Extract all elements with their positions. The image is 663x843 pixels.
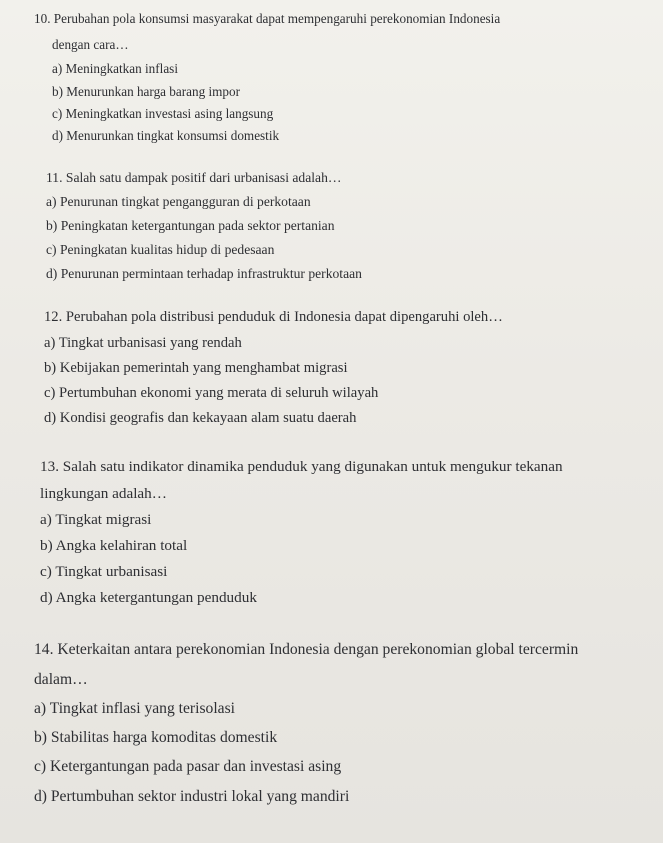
- question-12-option-b: b) Kebijakan pemerintah yang menghambat migrasi: [44, 360, 348, 376]
- question-13-option-c: c) Tingkat urbanisasi: [40, 563, 168, 580]
- question-10-option-b: b) Menurunkan harga barang impor: [52, 84, 240, 99]
- question-13-option-d: d) Angka ketergantungan penduduk: [40, 589, 257, 606]
- question-12-option-c: c) Pertumbuhan ekonomi yang merata di seluruh wilayah: [44, 385, 379, 401]
- question-10-option-c: c) Meningkatkan investasi asing langsung: [52, 106, 274, 121]
- question-14-option-c: c) Ketergantungan pada pasar dan investasi asing: [34, 758, 342, 775]
- question-12-text-line-1: 12. Perubahan pola distribusi penduduk di Indonesia dapat dipengaruhi oleh…: [44, 309, 503, 325]
- question-10-text-line-2: dengan cara…: [52, 37, 129, 52]
- question-11-option-a: a) Penurunan tingkat pengangguran di perkotaan: [46, 194, 311, 209]
- question-10-text-line-1: 10. Perubahan pola konsumsi masyarakat dapat mempengaruhi perekonomian Indonesia: [34, 11, 501, 26]
- question-11-option-b: b) Peningkatan ketergantungan pada sektor pertanian: [46, 218, 335, 233]
- question-13-option-a: a) Tingkat migrasi: [40, 511, 152, 528]
- question-13-text-line-1: 13. Salah satu indikator dinamika penduduk yang digunakan untuk mengukur tekanan: [40, 458, 563, 475]
- question-14-option-a: a) Tingkat inflasi yang terisolasi: [34, 700, 235, 717]
- question-10-option-d: d) Menurunkan tingkat konsumsi domestik: [52, 128, 280, 143]
- question-13-option-b: b) Angka kelahiran total: [40, 537, 188, 554]
- question-12-option-a: a) Tingkat urbanisasi yang rendah: [44, 335, 242, 351]
- question-11-text-line-1: 11. Salah satu dampak positif dari urbanisasi adalah…: [46, 170, 342, 185]
- question-14-option-b: b) Stabilitas harga komoditas domestik: [34, 729, 278, 746]
- question-11-option-d: d) Penurunan permintaan terhadap infrastruktur perkotaan: [46, 266, 362, 281]
- question-14-option-d: d) Pertumbuhan sektor industri lokal yang mandiri: [34, 788, 350, 805]
- question-10-option-a: a) Meningkatkan inflasi: [52, 61, 178, 76]
- question-13-text-line-2: lingkungan adalah…: [40, 485, 167, 502]
- question-14-text-line-1: 14. Keterkaitan antara perekonomian Indonesia dengan perekonomian global tercermin: [34, 641, 579, 658]
- question-11-option-c: c) Peningkatan kualitas hidup di pedesaan: [46, 242, 275, 257]
- question-14-text-line-2: dalam…: [34, 671, 88, 688]
- question-12-option-d: d) Kondisi geografis dan kekayaan alam suatu daerah: [44, 410, 357, 426]
